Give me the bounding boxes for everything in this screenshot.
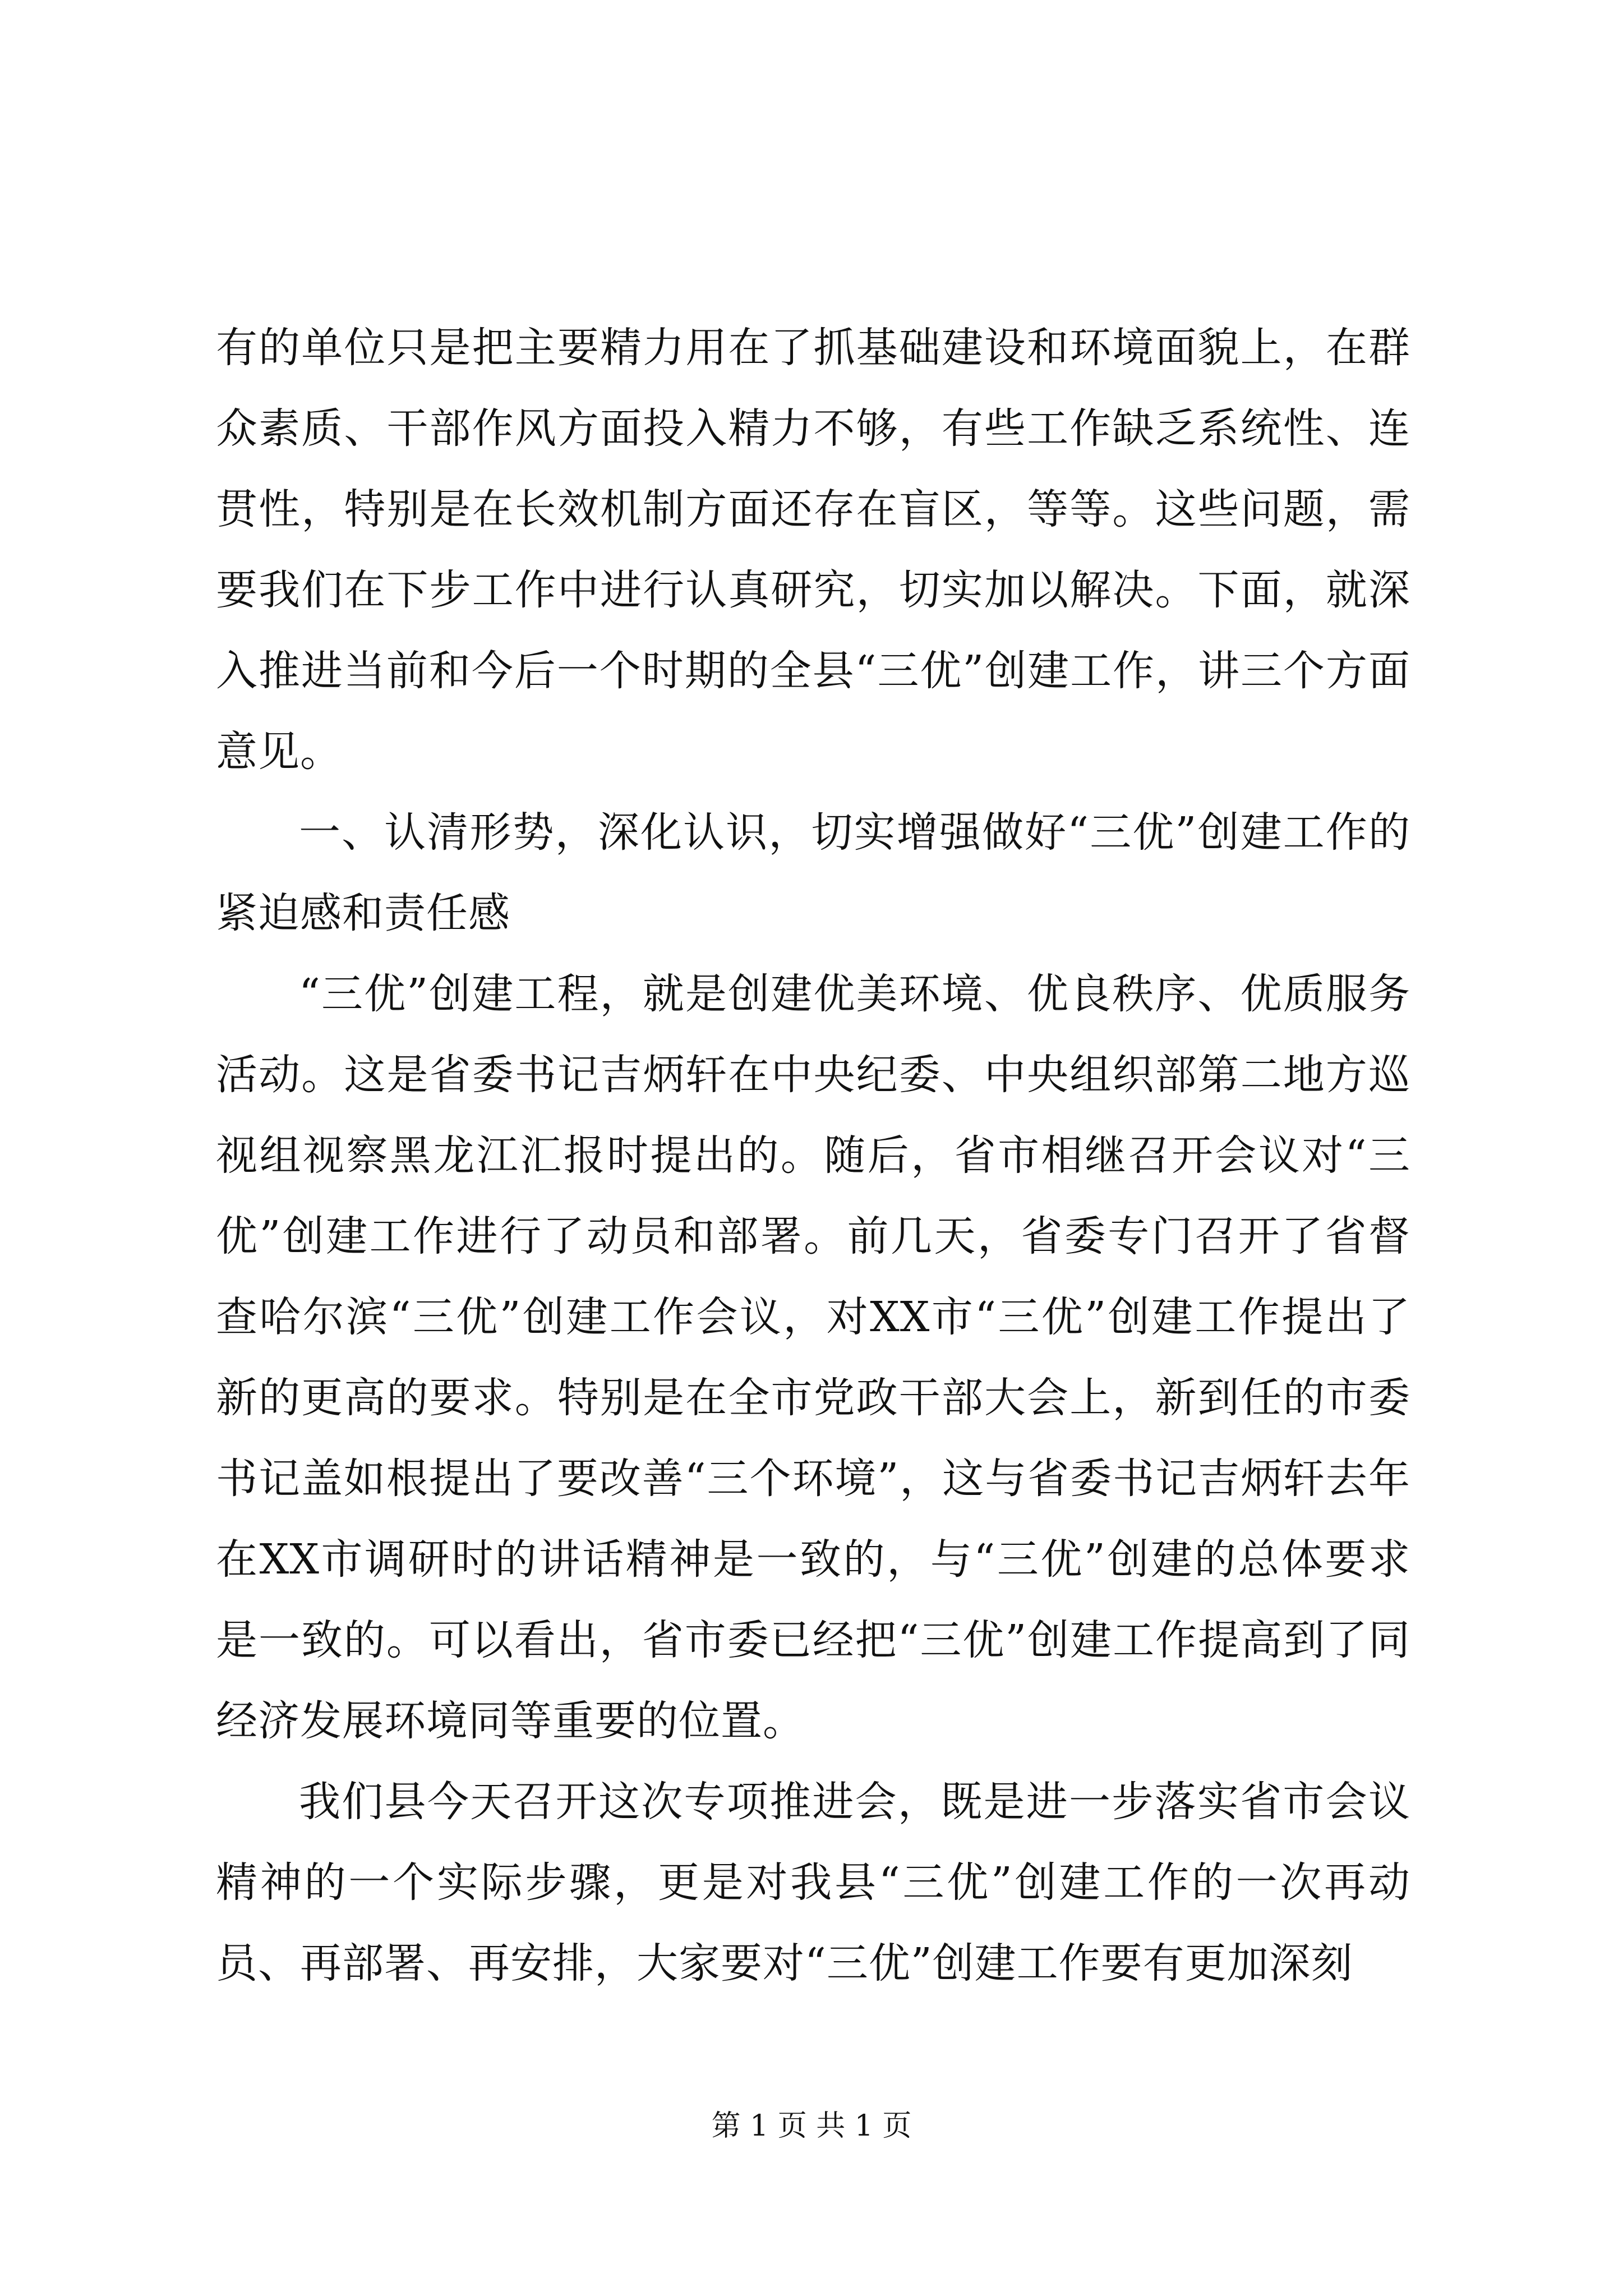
paragraph-county-meeting: 我们县今天召开这次专项推进会，既是进一步落实省市会议精神的一个实际步骤，更是对我县“三优”创建工作的一次再动员、再部署、再安排，大家要对“三优”创建工作要有更加深刻: [216, 1778, 1410, 1987]
page-footer: 第 1 页 共 1 页: [711, 2109, 912, 2143]
section-heading: 一、认清形势，深化认识，切实增强做好“三优”创建工作的紧迫感和责任感: [216, 808, 1410, 937]
document-body: [216, 307, 1410, 2004]
paragraph-continuation: 有的单位只是把主要精力用在了抓基础建设和环境面貌上，在群众素质、干部作风方面投入精力不够，有些工作缺乏系统性、连贯性，特别是在长效机制方面还存在盲区，等等。这些问题，需要我们在下步工作中进行认真研究，切实加以解决。下面，就深入推进当前和今后一个时期的全县“三优”创建工作，讲三个方面意见。: [216, 324, 1410, 776]
paragraph-three-excellence: “三优”创建工程，就是创建优美环境、优良秩序、优质服务活动。这是省委书记吉炳轩在中央纪委、中央组织部第二地方巡视组视察黑龙江汇报时提出的。随后，省市相继召开会议对“三优”创建工作进行了动员和部署。前几天，省委专门召开了省督查哈尔滨“三优”创建工作会议，对XX市“三优”创建工作提出了新的更高的要求。特别是在全市党政干部大会上，新到任的市委书记盖如根提出了要改善“三个环境”，这与省委书记吉炳轩去年在XX市调研时的讲话精神是一致的，与“三优”创建的总体要求是一致的。可以看出，省市委已经把“三优”创建工作提高到了同经济发展环境同等重要的位置。: [216, 970, 1410, 1745]
